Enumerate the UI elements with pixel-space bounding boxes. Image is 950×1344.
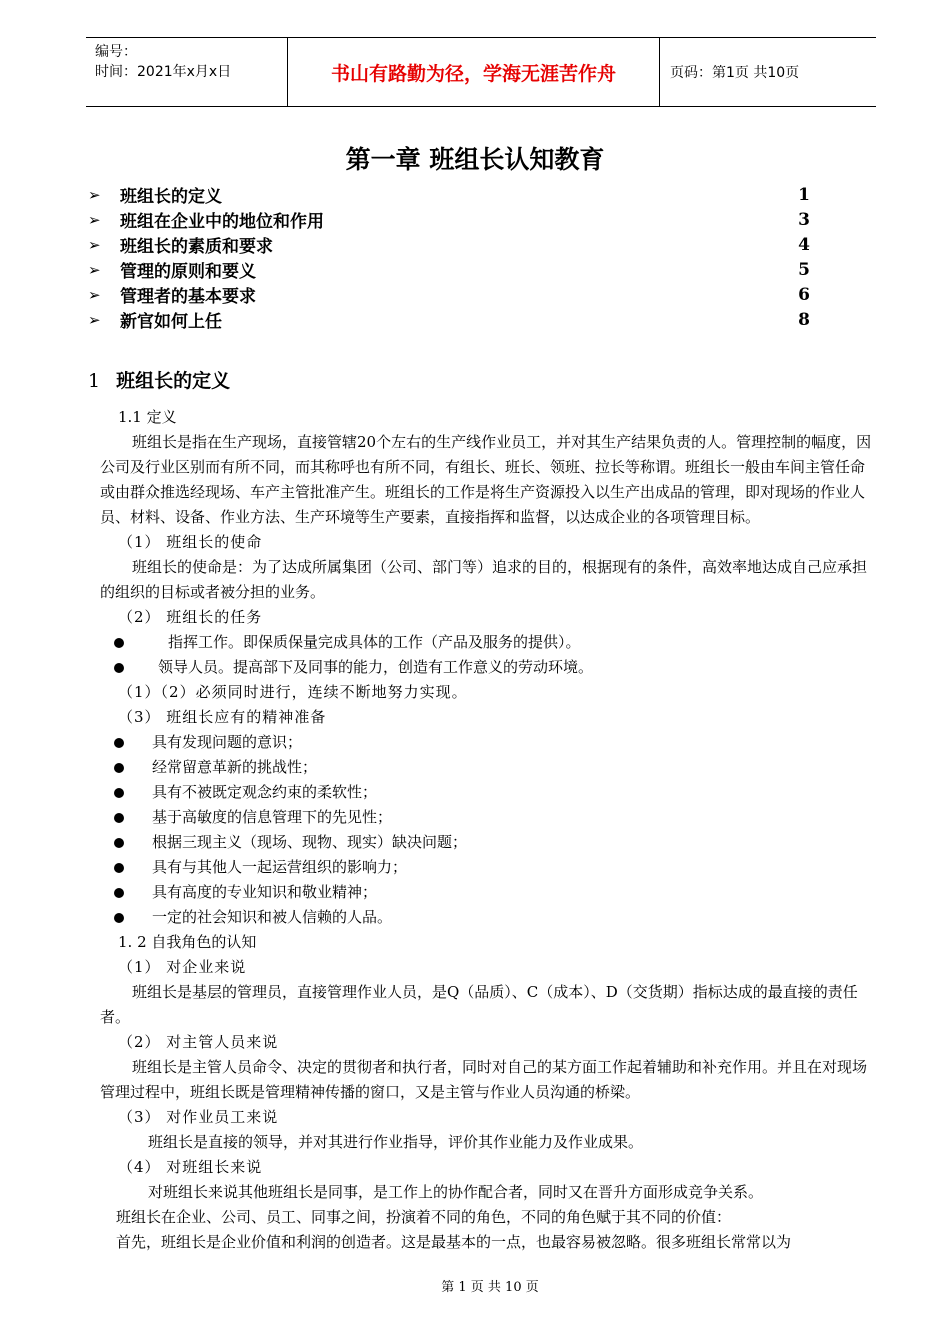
document-header <box>86 37 876 107</box>
sub-heading: （3） 对作业员工来说 <box>118 1108 279 1126</box>
bullet-dot-icon <box>114 888 124 898</box>
toc-item[interactable]: ➢ 管理者的基本要求 6 <box>88 284 810 307</box>
sub-heading: （1） 对企业来说 <box>118 958 247 976</box>
arrow-bullet-icon: ➢ <box>88 285 101 304</box>
paragraph: 首先，班组长是企业价值和利润的创造者。这是最基本的一点，也最容易被忽略。很多班组长常常以为 <box>116 1233 792 1251</box>
serial-label: 编号： <box>95 44 137 60</box>
sub-heading: （2） 班组长的任务 <box>118 608 263 626</box>
arrow-bullet-icon: ➢ <box>88 260 101 279</box>
sub-heading: （3） 班组长应有的精神准备 <box>118 708 327 726</box>
paragraph: 班组长是主管人员命令、决定的贯彻者和执行者，同时对自己的某方面工作起着辅助和补充作用。并且在对现场管理过程中，班组长既是管理精神传播的窗口，又是主管与作业人员沟通的桥梁。 <box>100 1058 868 1101</box>
bullet-dot-icon <box>114 663 124 673</box>
paragraph: 班组长是指在生产现场，直接管辖20个左右的生产线作业员工，并对其生产结果负责的人。管理控制的幅度，因公司及行业区别而有所不同，而其称呼也有所不同，有组长、班长、领班、拉长等称谓。班组长一般由车间主管任命或由群众推选经现场、车产主管批准产生。班组长的工作是将生产资源投入以生产出成品的管理，即对现场的作业人员、材料、设备、作业方法、生产环境等生产要素，直接指挥和监督，以达成企业的各项管理目标。 <box>100 433 872 526</box>
arrow-bullet-icon: ➢ <box>88 235 101 254</box>
paragraph: （1）（2）必须同时进行，连续不断地努力实现。 <box>118 683 468 701</box>
list-item: 具有与其他人一起运营组织的影响力； <box>100 855 878 880</box>
header-page-info: 页码：第1页 共10页 <box>670 65 800 81</box>
bullet-dot-icon <box>114 913 124 923</box>
list-item: 基于高敏度的信息管理下的先见性； <box>100 805 878 830</box>
bullet-dot-icon <box>114 788 124 798</box>
list-item: 领导人员。提高部下及同事的能力，创造有工作意义的劳动环境。 <box>100 655 878 680</box>
arrow-bullet-icon: ➢ <box>88 185 101 204</box>
toc-item[interactable]: ➢ 班组长的素质和要求 4 <box>88 234 810 257</box>
header-meta <box>86 38 287 106</box>
bullet-dot-icon <box>114 763 124 773</box>
paragraph: 班组长在企业、公司、员工、同事之间，扮演着不同的角色，不同的角色赋于其不同的价值： <box>116 1208 732 1226</box>
list-item: 指挥工作。即保质保量完成具体的工作（产品及服务的提供）。 <box>100 630 878 655</box>
header-motto: 书山有路勤为径，学海无涯苦作舟 <box>287 38 660 106</box>
sub-heading: （1） 班组长的使命 <box>118 533 263 551</box>
time-label: 时间：2021年x月x日 <box>95 64 232 80</box>
bullet-dot-icon <box>114 738 124 748</box>
sub-heading: （2） 对主管人员来说 <box>118 1033 279 1051</box>
table-of-contents <box>88 182 810 332</box>
paragraph: 班组长是直接的领导，并对其进行作业指导，评价其作业能力及作业成果。 <box>148 1133 644 1151</box>
sub-heading: （4） 对班组长来说 <box>118 1158 263 1176</box>
list-item: 一定的社会知识和被人信赖的人品。 <box>100 905 878 930</box>
list-item: 经常留意革新的挑战性； <box>100 755 878 780</box>
list-item: 具有发现问题的意识； <box>100 730 878 755</box>
subsection-heading: 1.1 定义 <box>118 408 177 426</box>
list-item: 具有高度的专业知识和敬业精神； <box>100 880 878 905</box>
toc-item[interactable]: ➢ 班组在企业中的地位和作用 3 <box>88 209 810 232</box>
section-number: 1 <box>88 370 101 392</box>
paragraph: 对班组长来说其他班组长是同事，是工作上的协作配合者，同时又在晋升方面形成竞争关系。 <box>148 1183 764 1201</box>
bullet-dot-icon <box>114 838 124 848</box>
toc-item[interactable]: ➢ 班组长的定义 1 <box>88 184 810 207</box>
paragraph: 班组长的使命是：为了达成所属集团（公司、部门等）追求的目的，根据现有的条件，高效率地达成自己应承担的组织的目标或者被分担的业务。 <box>100 558 868 601</box>
toc-item[interactable]: ➢ 新官如何上任 8 <box>88 309 810 332</box>
page-footer: 第 1 页 共 10 页 <box>441 1280 539 1295</box>
bullet-dot-icon <box>114 813 124 823</box>
subsection-heading: 1. 2 自我角色的认知 <box>118 933 257 951</box>
chapter-title: 第一章 班组长认知教育 <box>345 145 605 174</box>
bullet-dot-icon <box>114 638 124 648</box>
list-item: 具有不被既定观念约束的柔软性； <box>100 780 878 805</box>
section-heading <box>88 366 230 393</box>
toc-item[interactable]: ➢ 管理的原则和要义 5 <box>88 259 810 282</box>
bullet-dot-icon <box>114 863 124 873</box>
arrow-bullet-icon: ➢ <box>88 310 101 329</box>
paragraph: 班组长是基层的管理员，直接管理作业人员，是Q（品质）、C（成本）、D（交货期）指标达成的最直接的责任者。 <box>100 983 858 1026</box>
arrow-bullet-icon: ➢ <box>88 210 101 229</box>
section-title: 班组长的定义 <box>116 370 231 392</box>
document-body <box>100 405 878 1255</box>
list-item: 根据三现主义（现场、现物、现实）缺决问题； <box>100 830 878 855</box>
